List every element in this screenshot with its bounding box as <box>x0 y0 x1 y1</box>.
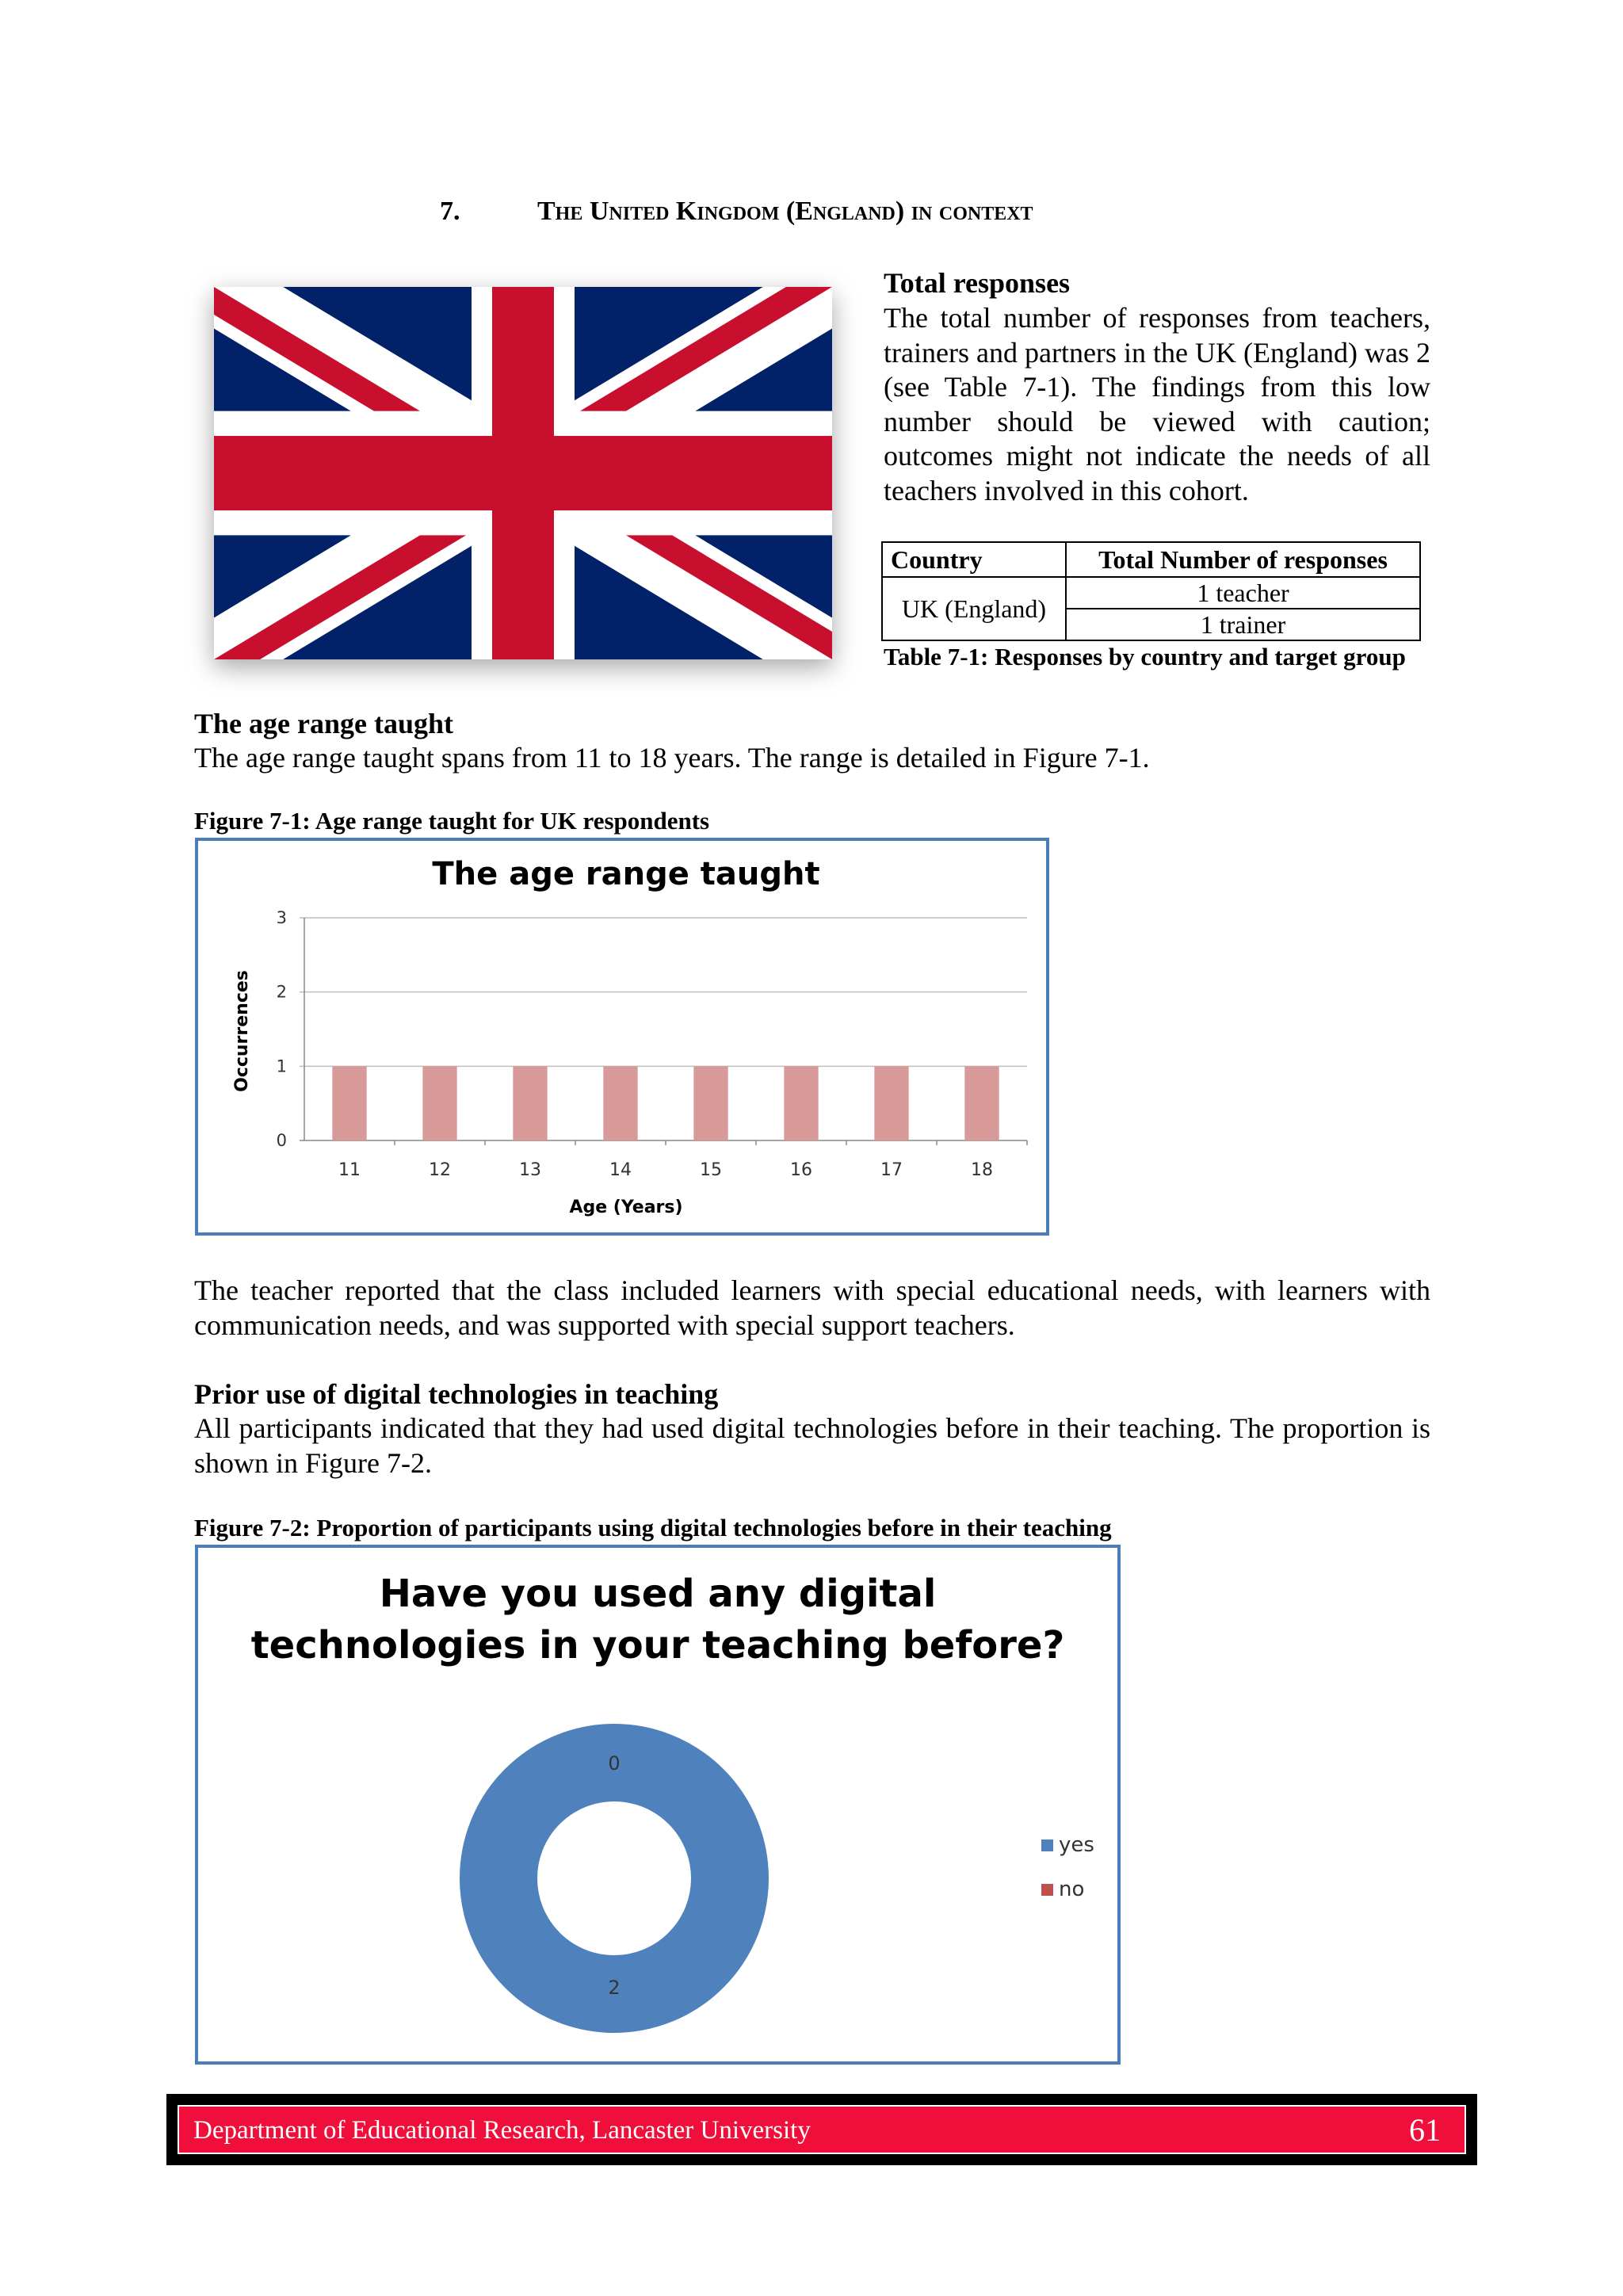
chart-title-line-2: technologies in your teaching before? <box>250 1623 1065 1668</box>
chart-x-tick-label: 16 <box>790 1160 812 1180</box>
figure-2-caption: Figure 7-2: Proportion of participants using digital technologies before in their teaching <box>194 1514 1112 1541</box>
table-cell-country: UK (England) <box>882 577 1066 640</box>
chart-x-tick-label: 12 <box>429 1160 451 1180</box>
prior-use-paragraph: All participants indicated that they had used digital technologies before in their teaching. The proportion is shown in Figure 7-2. <box>194 1412 1430 1479</box>
chart-x-tick-label: 14 <box>609 1160 632 1180</box>
union-jack-flag <box>214 287 832 659</box>
chart-x-tick-label: 11 <box>338 1160 361 1180</box>
legend-label: no <box>1059 1878 1085 1901</box>
chart-y-axis-label: Occurrences <box>232 970 252 1092</box>
chart-title: The age range taught <box>432 856 820 892</box>
special-needs-paragraph: The teacher reported that the class included learners with special educational needs, with learners with communication needs, and was supported with special support teachers. <box>194 1274 1430 1341</box>
chart-x-tick-label: 17 <box>880 1160 903 1180</box>
chart-data-label: 2 <box>608 1977 621 1999</box>
chart-x-tick-label: 13 <box>519 1160 541 1180</box>
legend-swatch <box>1041 1884 1053 1896</box>
section-title: The United Kingdom (England) in context <box>537 197 1033 226</box>
age-range-paragraph: The age range taught spans from 11 to 18 years. The range is detailed in Figure 7-1. <box>194 742 1150 774</box>
legend-label: yes <box>1059 1833 1094 1857</box>
page-number: 61 <box>1409 2112 1441 2148</box>
table-cell-teacher: 1 teacher <box>1066 577 1420 609</box>
chart-y-tick-label: 3 <box>276 908 287 927</box>
chart-bar <box>874 1066 908 1140</box>
responses-table <box>881 541 1421 641</box>
chart-x-tick-label: 18 <box>971 1160 993 1180</box>
chart-x-axis-label: Age (Years) <box>569 1198 683 1217</box>
footer-bar <box>178 2105 1466 2154</box>
table-header-total: Total Number of responses <box>1066 542 1420 577</box>
table-header-country: Country <box>882 542 1066 577</box>
chart-data-label: 0 <box>608 1752 621 1775</box>
table-cell-trainer: 1 trainer <box>1066 609 1420 640</box>
age-range-heading: The age range taught <box>194 708 453 739</box>
table-header-row <box>882 542 1420 577</box>
table-caption: Table 7-1: Responses by country and target group <box>884 643 1406 670</box>
prior-use-heading: Prior use of digital technologies in teaching <box>194 1378 719 1410</box>
footer-department: Department of Educational Research, Lancaster University <box>193 2116 811 2145</box>
digital-tech-chart <box>195 1545 1121 2065</box>
section-heading <box>440 197 1033 227</box>
age-range-chart-svg <box>198 841 1046 1232</box>
chart-y-tick-label: 0 <box>276 1131 287 1150</box>
chart-bar <box>422 1066 456 1140</box>
legend-swatch <box>1041 1839 1053 1851</box>
flag-graphic <box>214 287 832 659</box>
total-responses-heading: Total responses <box>884 267 1071 299</box>
digital-tech-chart-svg <box>198 1548 1117 2061</box>
chart-bar <box>693 1066 727 1140</box>
chart-slice <box>498 1763 730 1994</box>
chart-bar <box>513 1066 547 1140</box>
chart-bar <box>964 1066 999 1140</box>
total-responses-paragraph: The total number of responses from teachers, trainers and partners in the UK (England) was 2 (see Table 7-1). The findings from this low number should be viewed with caution; outcomes might not indicate the needs of all teachers involved in this cohort. <box>884 302 1430 506</box>
chart-bar <box>603 1066 637 1140</box>
chart-bar <box>784 1066 818 1140</box>
section-number: 7. <box>440 197 460 226</box>
figure-1-caption: Figure 7-1: Age range taught for UK respondents <box>194 807 710 835</box>
chart-x-tick-label: 15 <box>700 1160 722 1180</box>
table-row <box>882 577 1420 609</box>
age-range-chart <box>195 838 1049 1236</box>
chart-y-tick-label: 2 <box>276 982 287 1002</box>
chart-title-line-1: Have you used any digital <box>379 1572 937 1616</box>
chart-y-tick-label: 1 <box>276 1056 287 1076</box>
chart-bar <box>332 1066 366 1140</box>
